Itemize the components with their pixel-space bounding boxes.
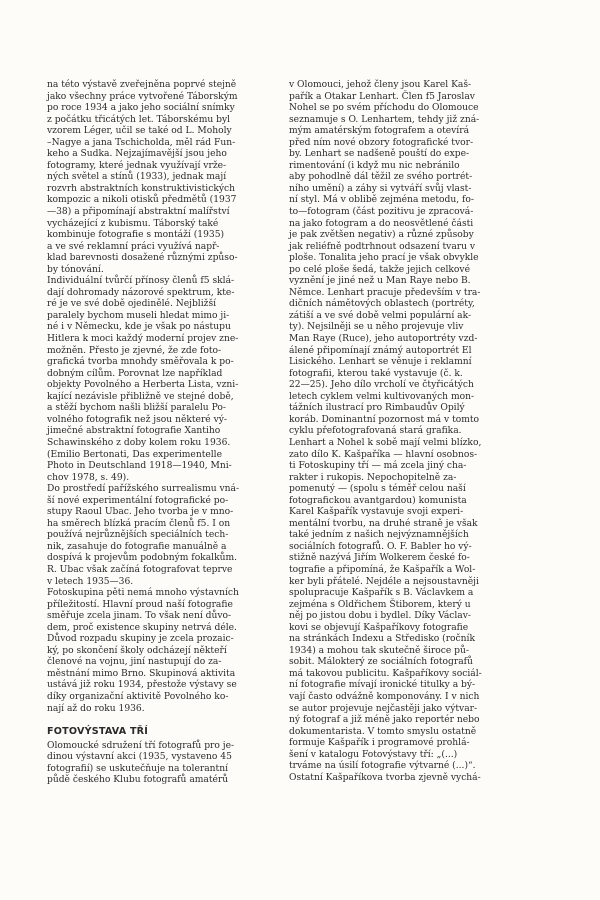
right-text-column <box>289 80 544 784</box>
paragraph: na této výstavě zveřejněna poprvé stejně jako všechny práce vytvořené Táborským po roce 1934 a jako jeho sociální snímky z počátku třicátých let. Táborskému byl vzorem Léger, učil se také od L. Moholy –Nagye a jana Tschicholda, měl rád Fun- keho a Sudka. Nejzajímavější jsou jeho fotogramy, které jednak využívají vrže- ných světel a stínů (1933), jednak mají rozvrh abstraktních konstruktivistických kompozic a nikoli otisků předmětů (1937 —38) a připomínají abstraktní malířství vycházející z kubismu. Táborský také kombinuje fotografie s montáží (1935) a ve své reklamní práci využívá např- klad barevnosti dosažené různými způso- by tónování. <box>47 80 238 275</box>
paragraph: Olomoucké sdružení tří fotografů pro je- dinou výstavní akci (1935, vystaveno 45 fotografií) se uskutečňuje na tolerantní půdě českého Klubu fotografů amatérů <box>47 740 235 786</box>
paragraph: Individuální tvůrčí přínosy členů f5 sklá- dají dohromady názorové spektrum, kte- ré je ve své době ojedinělé. Nejbližší paralely bychom museli hledat mimo ji- né i v Německu, kde je však po nástupu Hitlera k moci každý moderní projev zne- možněn. Přesto je zjevné, že zde foto- grafická tvorba mnohdy směřovala k po- dobným cílům. Porovnat lze například objekty Povolného a Herberta Lista, vzni- kající nezávisle přibližně ve stejné době, a stěží bychom našli bližší paralelu Po- volného fotografik než jsou některé vý- jimečné abstraktní fotografie Xantiho Schawinského z doby kolem roku 1936. (Emilio Bertonati, Das experimentelle Photo in Deutschland 1918—1940, Mni- chov 1978, s. 49). <box>47 276 239 483</box>
paragraph: Do prostředí pařížského surrealismu vná- ší nové experimentální fotografické po- stupy Raoul Ubac. Jeho tvorba je v mno- ha směrech blízká pracím členů f5. I on používá nejrůznějších speciálních tech- nik, zasahuje do fotografie manuálně a dospívá k projevům podobným fokalkům. R. Ubac však začíná fotografovat teprve v letech 1935—36. <box>47 484 240 587</box>
left-text-column <box>47 80 295 787</box>
paragraph: v Olomouci, jehož členy jsou Karel Kaš- pařík a Otakar Lenhart. Člen f5 Jaroslav Nohel se po svém příchodu do Olomouce seznamuje s O. Lenhartem, tehdy již zná- mým amatérským fotografem a otevírá před ním nové obzory fotografické tvor- by. Lenhart se nadšeně pouští do expe- rimentování (i když mu nic nebránilo aby pohodlně dál těžil ze svého portrét- ního umění) a záhy si vytváří svůj vlast- ní styl. Má v oblibě zejména metodu, fo- to—fotogram (část pozitivu je zpracová- na jako fotogram a do neosvětlené části je pak zvětšen negativ) a různé způsoby jak reliéfně podtrhnout odsazení tvaru v ploše. Tonalita jeho prací je však obvykle po celé ploše šedá, takže jejich celkové vyznění je jiné než u Man Raye nebo B. Němce. Lenhart pracuje především v tra- dičních námětových oblastech (portréty, zátiší a ve své době velmi populární ak- ty). Nejsilněji se u něho projevuje vliv Man Raye (Ruce), jeho autoportréty vzd- álené připomínají známý autoportrét El Lisického. Lenhart se věnuje i reklamní fotografii, kterou také vystavuje (č. k. 22—25). Jeho dílo vrcholí ve čtyřicátých letech cyklem velmi kultivovaných mon- tážních ilustrací pro Rimbaudův Opilý koráb. Dominantní pozornost má v tomto cyklu přefotografovaná stará grafika. <box>289 80 481 437</box>
section-heading: FOTOVÝSTAVA TŘÍ <box>47 726 149 738</box>
paragraph: Lenhart a Nohel k sobě mají velmi blízko, zato dílo K. Kašpaříka — hlavní osobnos- ti Fotoskupiny tří — má zcela jiný cha- rakter i rukopis. Nepochopitelně za- pomenutý — (spolu s téměř celou naší fotografickou avantgardou) komunista Karel Kašpařík vystavuje svoji experi- mentální tvorbu, na druhé straně je však také jedním z našich nejvýznamnějších sociálních fotografů. O. F. Babler ho vý- stižně nazývá Jiřím Wolkerem české fo- tografie a připomíná, že Kašpařík a Wol- ker byli přátelé. Nejdéle a nejsoustavněji spolupracuje Kašpařík s B. Václavkem a zejména s Oldřichem Štiborem, který u něj po jistou dobu i bydlel. Díky Václav- kovi se objevují Kašpaříkovy fotografie na stránkách Indexu a Středisko (ročník 1934) a mohou tak skutečně široce pů- sobit. Málokterý ze sociálních fotografů má takovou publicitu. Kašpaříkovy sociál- ní fotografie mívají ironické titulky a bý- vají často odvážně komponovány. I v nich se autor projevuje nejčastěji jako výtvar- ný fotograf a již méně jako reportér nebo dokumentarista. V tomto smyslu ostatně formuje Kašpařík i programové prohlá- šení v katalogu Fotovýstavy tří: „(...) trváme na úsilí fotografie výtvarné (...)“. Ostatní Kašpaříkova tvorba zjevně vychá- <box>289 437 482 783</box>
paragraph: Fotoskupina pěti nemá mnoho výstavních příležitostí. Hlavní proud naší fotografie směřuje zcela jinam. To však není důvo- dem, proč existence skupiny netrvá déle. Důvod rozpadu skupiny je zcela prozaic- ký, po skončení školy odcházejí někteří členové na vojnu, jiní nastupují do za- městnání mimo Brno. Skupinová aktivita ustává již roku 1934, přestože výstavy se díky organizační aktivitě Povolného ko- nají až do roku 1936. <box>47 588 239 714</box>
